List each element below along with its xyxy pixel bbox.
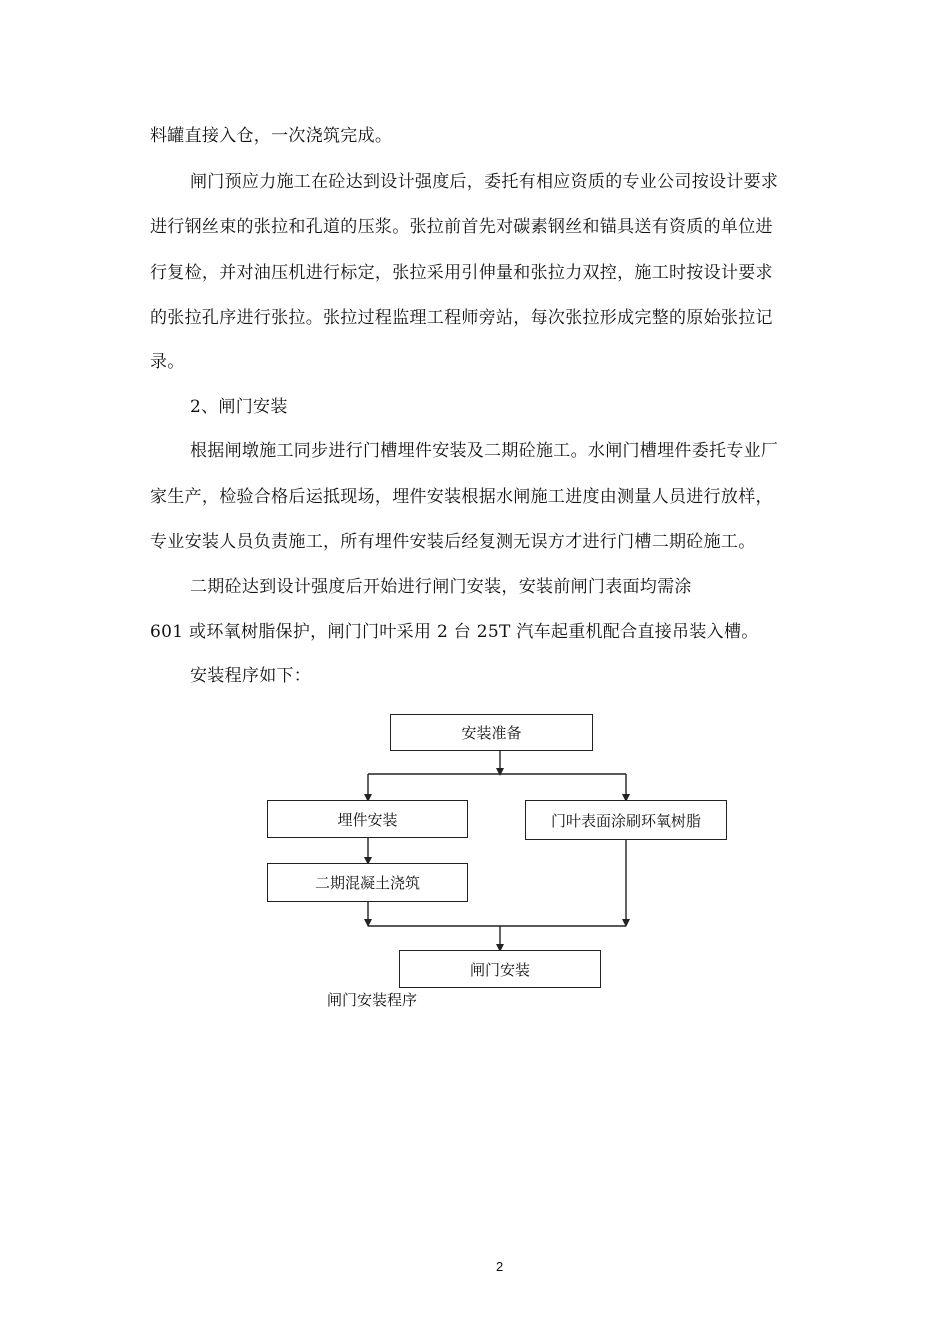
flowchart-caption: 闸门安装程序 xyxy=(327,991,418,1009)
paragraph-line: 601 或环氧树脂保护，闸门门叶采用 2 台 25T 汽车起重机配合直接吊装入槽。 xyxy=(150,622,759,642)
flow-node-install: 闸门安装 xyxy=(399,950,601,988)
paragraph-line: 专业安装人员负责施工，所有埋件安装后经复测无误方才进行门槽二期砼施工。 xyxy=(150,532,756,552)
paragraph-line: 录。 xyxy=(150,352,185,372)
paragraph-line: 家生产，检验合格后运抵现场，埋件安装根据水闸施工进度由测量人员进行放样， xyxy=(150,487,773,507)
section-heading: 2、闸门安装 xyxy=(190,397,288,417)
paragraph-line: 二期砼达到设计强度后开始进行闸门安装，安装前闸门表面均需涂 xyxy=(190,577,692,597)
paragraph-line: 的张拉孔序进行张拉。张拉过程监理工程师旁站，每次张拉形成完整的原始张拉记 xyxy=(150,308,773,328)
paragraph-line: 料罐直接入仓，一次浇筑完成。 xyxy=(150,126,393,146)
flow-node-prepare: 安装准备 xyxy=(390,714,593,751)
paragraph-line: 行复检，并对油压机进行标定，张拉采用引伸量和张拉力双控，施工时按设计要求 xyxy=(150,263,773,283)
flow-node-coating: 门叶表面涂刷环氧树脂 xyxy=(525,800,727,840)
page-number: 2 xyxy=(496,1259,504,1274)
paragraph-line: 进行钢丝束的张拉和孔道的压浆。张拉前首先对碳素钢丝和锚具送有资质的单位进 xyxy=(150,217,773,237)
paragraph-line: 安装程序如下： xyxy=(190,666,312,686)
flow-node-concrete: 二期混凝土浇筑 xyxy=(267,863,468,902)
paragraph-line: 闸门预应力施工在砼达到设计强度后，委托有相应资质的专业公司按设计要求 xyxy=(190,172,779,192)
paragraph-line: 根据闸墩施工同步进行门槽埋件安装及二期砼施工。水闸门槽埋件委托专业厂 xyxy=(190,441,779,461)
flow-node-embed: 埋件安装 xyxy=(267,800,468,838)
